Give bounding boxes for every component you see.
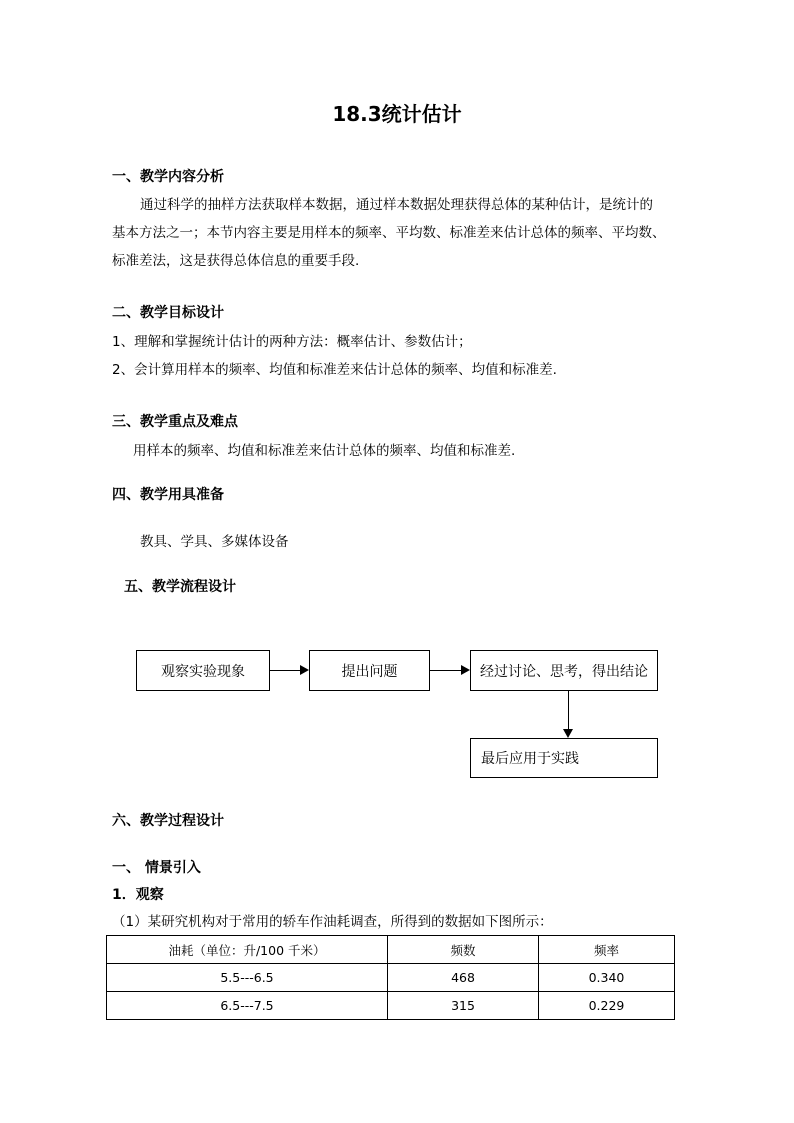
- flow-arrow-3-line: [568, 691, 569, 729]
- section6-sub-intro: 一、 情景引入: [112, 860, 201, 876]
- section2-item1: 1、理解和掌握统计估计的两种方法：概率估计、参数估计；: [112, 334, 472, 350]
- section1-line3: 标准差法，这是获得总体信息的重要手段.: [112, 253, 360, 269]
- flow-arrow-1-line: [270, 670, 300, 671]
- table-cell: 0.340: [539, 964, 675, 992]
- flow-box-question-label: 提出问题: [341, 663, 398, 680]
- table-header-cell: 频数: [388, 936, 539, 964]
- table-row: [107, 964, 675, 992]
- flow-arrow-2-line: [430, 670, 461, 671]
- section2-item2: 2、会计算用样本的频率、均值和标准差来估计总体的频率、均值和标准差.: [112, 362, 557, 378]
- page-title: 18.3统计估计: [332, 102, 462, 126]
- section2-heading: 二、教学目标设计: [112, 305, 224, 321]
- section6-sub-observe: 1．观察: [112, 887, 164, 903]
- flow-arrow-1-head: [300, 665, 309, 675]
- table-header-cell: 频率: [539, 936, 675, 964]
- section3-heading: 三、教学重点及难点: [112, 414, 238, 430]
- flow-box-observe-label: 观察实验现象: [161, 663, 245, 680]
- section1-heading: 一、教学内容分析: [112, 169, 224, 185]
- table-cell: 0.229: [539, 992, 675, 1020]
- table-cell: 6.5---7.5: [107, 992, 388, 1020]
- section1-line1: 通过科学的抽样方法获取样本数据，通过样本数据处理获得总体的某种估计，是统计的: [140, 197, 653, 213]
- table-cell: 5.5---6.5: [107, 964, 388, 992]
- section6-sub-survey: （1）某研究机构对于常用的轿车作油耗调查，所得到的数据如下图所示：: [112, 914, 553, 930]
- flow-box-conclusion-label: 经过讨论、思考，得出结论: [480, 663, 648, 680]
- flow-box-question: [309, 650, 430, 691]
- table-header-row: [107, 936, 675, 964]
- section5-heading: 五、教学流程设计: [124, 579, 236, 595]
- section6-heading: 六、教学过程设计: [112, 813, 224, 829]
- section1-line2: 基本方法之一；本节内容主要是用样本的频率、平均数、标准差来估计总体的频率、平均数、: [112, 225, 666, 241]
- section3-text: 用样本的频率、均值和标准差来估计总体的频率、均值和标准差.: [133, 443, 516, 459]
- flow-box-observe: [136, 650, 270, 691]
- section4-heading: 四、教学用具准备: [112, 487, 224, 503]
- table-row: [107, 992, 675, 1020]
- fuel-consumption-table: [106, 935, 675, 1020]
- table-cell: 468: [388, 964, 539, 992]
- flow-box-conclusion: [470, 650, 658, 691]
- flow-arrow-2-head: [461, 665, 470, 675]
- flow-arrow-3-head: [563, 729, 573, 738]
- table-cell: 315: [388, 992, 539, 1020]
- flow-box-practice: [470, 738, 658, 778]
- table-header-cell: 油耗（单位：升/100 千米）: [107, 936, 388, 964]
- flow-box-practice-label: 最后应用于实践: [481, 751, 579, 767]
- section4-text: 教具、学具、多媒体设备: [140, 534, 289, 550]
